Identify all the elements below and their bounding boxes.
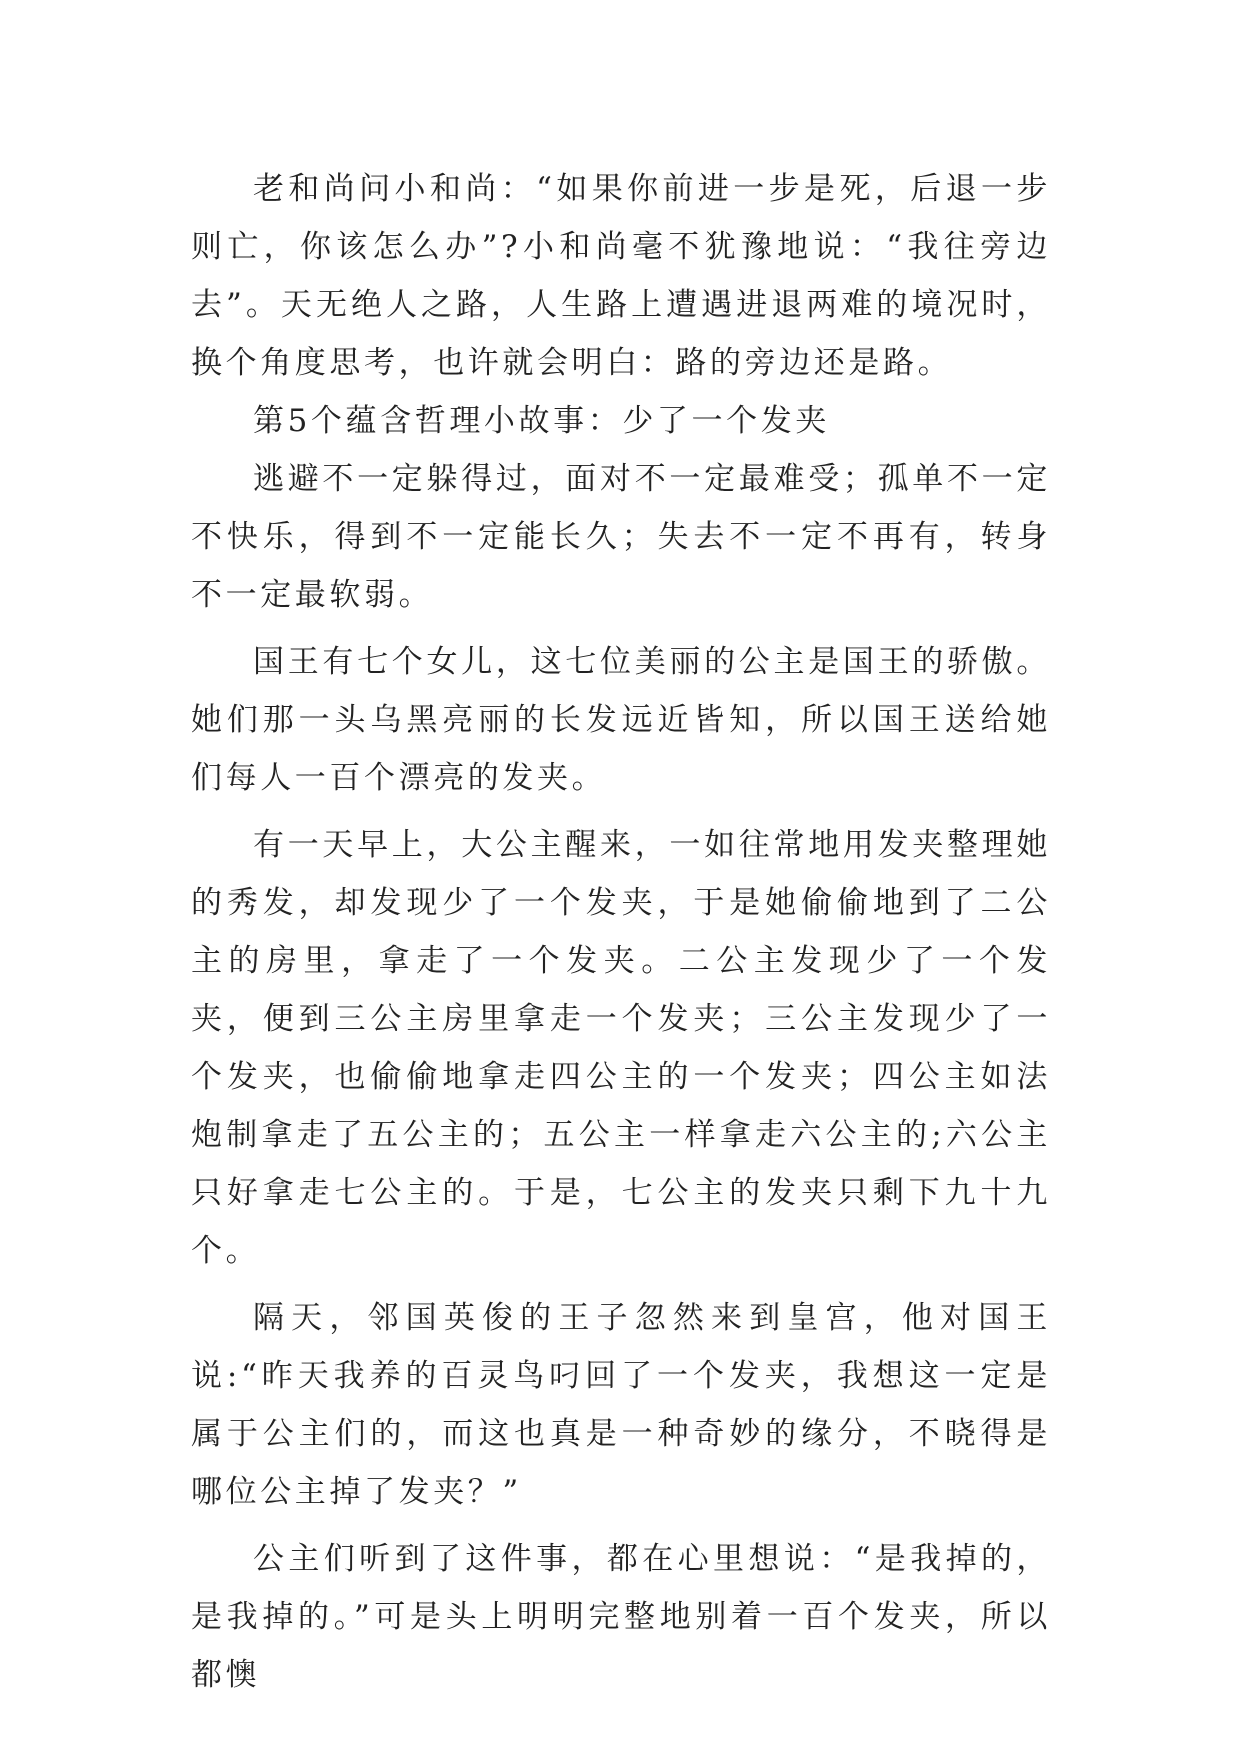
document-body [191, 160, 1051, 1704]
paragraph: 老和尚问小和尚：“如果你前进一步是死，后退一步则亡，你该怎么办”?小和尚毫不犹豫地说：“我往旁边去”。天无绝人之路，人生路上遭遇进退两难的境况时，换个角度思考，也许就会明白：路的旁边还是路。 [191, 171, 1051, 381]
paragraph: 隔天，邻国英俊的王子忽然来到皇宫，他对国王说:“昨天我养的百灵鸟叼回了一个发夹，我想这一定是属于公主们的，而这也真是一种奇妙的缘分，不晓得是哪位公主掉了发夹？” [191, 1300, 1051, 1510]
paragraph: 公主们听到了这件事，都在心里想说：“是我掉的，是我掉的。”可是头上明明完整地别着一百个发夹，所以都懊 [191, 1541, 1051, 1693]
paragraph: 国王有七个女儿，这七位美丽的公主是国王的骄傲。她们那一头乌黑亮丽的长发远近皆知，所以国王送给她们每人一百个漂亮的发夹。 [191, 644, 1051, 796]
section-heading: 第5个蕴含哲理小故事：少了一个发夹 [253, 403, 830, 439]
paragraph: 有一天早上，大公主醒来，一如往常地用发夹整理她的秀发，却发现少了一个发夹，于是她偷偷地到了二公主的房里，拿走了一个发夹。二公主发现少了一个发夹，便到三公主房里拿走一个发夹；三公主发现少了一个发夹，也偷偷地拿走四公主的一个发夹；四公主如法炮制拿走了五公主的；五公主一样拿走六公主的;六公主只好拿走七公主的。于是，七公主的发夹只剩下九十九个。 [191, 827, 1051, 1269]
paragraph: 逃避不一定躲得过，面对不一定最难受；孤单不一定不快乐，得到不一定能长久；失去不一定不再有，转身不一定最软弱。 [191, 461, 1051, 613]
